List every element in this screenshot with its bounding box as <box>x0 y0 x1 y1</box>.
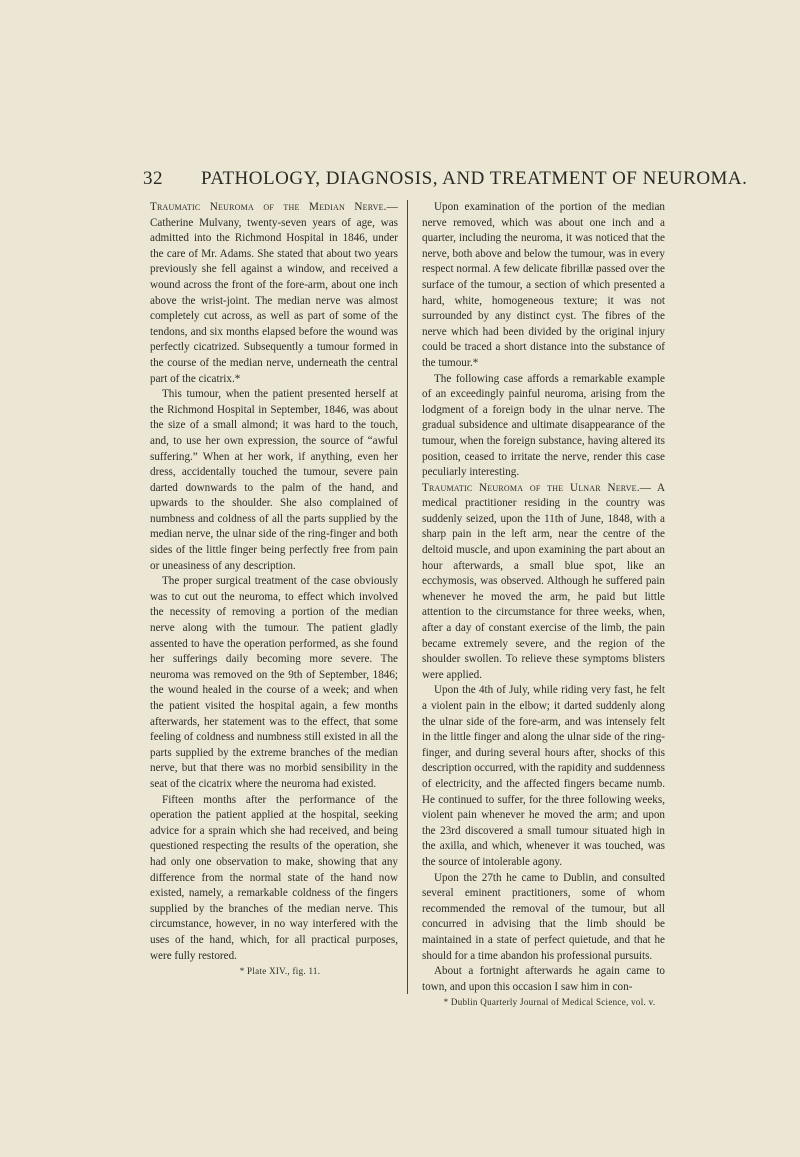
section-heading: Traumatic Neuroma of the Ulnar Nerve.— <box>422 481 652 494</box>
paragraph: Upon the 27th he came to Dublin, and consulted several eminent practitioners, some of whom recommended the removal of the tumour, but all concurred in advising that the limb should be maintained in a state of perfect quietude, and that he should for a time abandon his professional pursuits. <box>422 871 665 962</box>
footnote: * Dublin Quarterly Journal of Medical Science, vol. v. <box>443 997 656 1008</box>
paragraph: Upon examination of the portion of the median nerve removed, which was about one inch and a quarter, including the neuroma, it was noticed that the nerve, both above and below the tumour, was in every respect normal. A few delicate fibrillæ passed over the surface of the tumour, a section of which presented a hard, white, homogeneous texture; it was not surrounded by any distinct cyst. The fibres of the nerve which had been divided by the original injury could be traced a short distance into the substance of the tumour.* <box>422 201 665 369</box>
paragraph-text: A medical practitioner residing in the country was suddenly seized, upon the 11th of June, 1848, with a sharp pain in the left arm, near the centre of the deltoid muscle, and upon examining the part about an hour afterwards, a small blue spot, like an ecchymosis, was observed. Although he suffered pain whenever he moved the arm, he paid but little attention to the circumstance for three weeks, when, after a day of constant exercise of the limb, the pain became extremely severe, and the region of the shoulder swollen. To relieve these symptoms blisters were applied. <box>422 481 665 681</box>
paragraph <box>422 481 665 684</box>
paragraph: Fifteen months after the performance of the operation the patient applied at the hospital, seeking advice for a sprain which she had received, and being questioned respecting the results of the operation, she had only one observation to make, showing that any difference from the normal state of the hand now existed, namely, a remarkable coldness of the fingers supplied by the branches of the median nerve. This circumstance, however, in no way interfered with the uses of the hand, which, for all practical purposes, were fully restored. <box>150 793 398 962</box>
footnote: * Plate XIV., fig. 11. <box>239 966 321 977</box>
page-number: 32 <box>143 168 163 189</box>
running-title: PATHOLOGY, DIAGNOSIS, AND TREATMENT OF NEUROMA. <box>201 168 748 189</box>
paragraph: This tumour, when the patient presented herself at the Richmond Hospital in September, 1846, was about the size of a small almond; it was hard to the touch, and, to use her own expression, the source of “awful suffering.” When at her work, if anything, even her dress, accidentally touched the tumour, severe pain darted downwards to the palm of the hand, and upwards to the shoulder. She also complained of numbness and coldness of all the parts supplied by the median nerve, the ulnar side of the ring-finger and both sides of the little finger being perfectly free from pain or uneasiness of any description. <box>150 388 398 572</box>
right-column <box>422 200 665 1011</box>
paragraph: The proper surgical treatment of the case obviously was to cut out the neuroma, to effect which involved the necessity of removing a portion of the median nerve along with the tumour. The patient gladly assented to have the operation performed, as she found her sufferings daily becoming more severe. The neuroma was removed on the 9th of September, 1846; the wound healed in the course of a week; and when the patient visited the hospital again, a few months afterwards, her statement was to the effect, that some feeling of coldness and numbness still existed in all the parts supplied by the extreme branches of the median nerve, but that there was no morbid sensibility in the seat of the cicatrix where the neuroma had existed. <box>150 575 398 790</box>
paragraph: Upon the 4th of July, while riding very fast, he felt a violent pain in the elbow; it darted suddenly along the ulnar side of the fore-arm, and was intensely felt in the little finger and along the ulnar side of the ring-finger, and during several hours after, shocks of this description occurred, with the rapidity and suddenness of electricity, and the affected fingers became numb. He continued to suffer, for the three following weeks, violent pain whenever he moved the arm; and upon the 23rd discovered a small tumour situated high in the axilla, and which, whenever it was touched, was the source of intolerable agony. <box>422 684 665 868</box>
paragraph <box>150 200 398 387</box>
section-heading: Traumatic Neuroma of the Median Nerve.— <box>150 201 398 213</box>
column-divider <box>407 200 408 994</box>
paragraph-text: Catherine Mulvany, twenty-seven years of age, was admitted into the Richmond Hospital in 1846, under the care of Mr. Adams. She stated that about two years previously she fell against a window, and received a wound across the front of the fore-arm, about one inch above the wrist-joint. The median nerve was almost completely cut across, as well as part of some of the tendons, and six months elapsed before the wound was perfectly cicatrized. Subsequently a tumour formed in the course of the median nerve, underneath the central part of the cicatrix.* <box>150 216 398 385</box>
paragraph: About a fortnight afterwards he again came to town, and upon this occasion I saw him in con- <box>422 965 665 993</box>
paragraph: The following case affords a remarkable example of an exceedingly painful neuroma, arising from the lodgment of a foreign body in the ulnar nerve. The gradual subsidence and ultimate disappearance of the tumour, when the foreign substance, having altered its position, ceased to irritate the nerve, render this case peculiarly interesting. <box>422 372 665 479</box>
left-column <box>150 200 398 980</box>
page-header <box>143 168 748 192</box>
